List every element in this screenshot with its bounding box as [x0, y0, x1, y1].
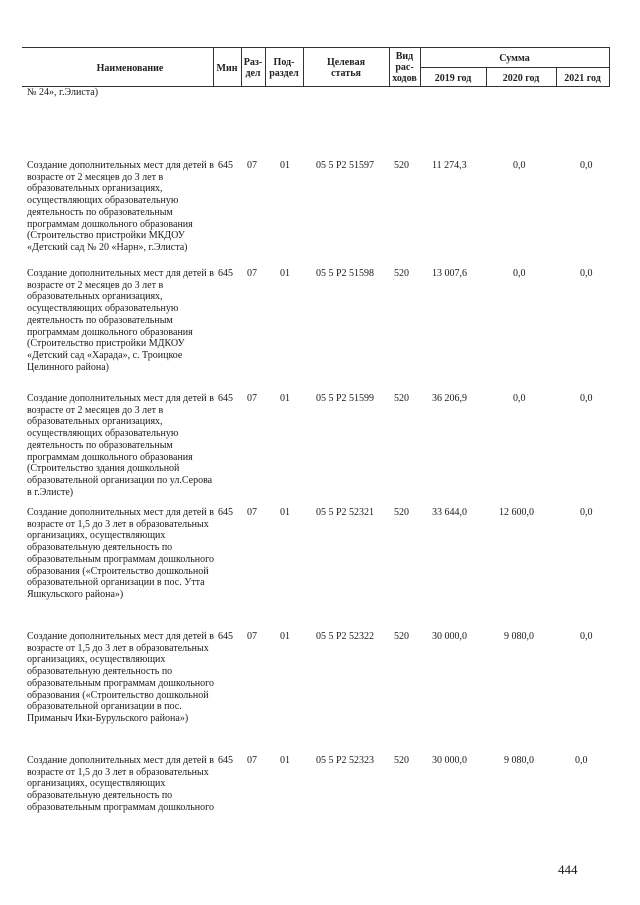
- row-vid: 520: [394, 393, 409, 404]
- header-razdel-line1: Раз-: [243, 57, 263, 68]
- row-podrazdel: 01: [280, 507, 290, 518]
- header-vid-line2: рас-: [395, 62, 414, 73]
- row-min: 645: [218, 755, 233, 766]
- row-2021: 0,0: [580, 631, 593, 642]
- row-target: 05 5 P2 52321: [316, 507, 375, 518]
- header-min: Мин: [216, 63, 238, 74]
- row-podrazdel: 01: [280, 393, 290, 404]
- row-2019: 30 000,0: [432, 631, 467, 642]
- row-2020: 0,0: [513, 393, 526, 404]
- row-vid: 520: [394, 755, 409, 766]
- header-year-2020: 2020 год: [502, 73, 540, 84]
- continuation-text: № 24», г.Элиста): [27, 87, 99, 98]
- row-min: 645: [218, 268, 233, 279]
- row-2020: 0,0: [513, 160, 526, 171]
- row-name: Создание дополнительных мест для детей в возрасте от 2 месяцев до 3 лет в образовательных организациях, осуществляющих образовательную деятельность по образовательным программам дошкольного образования (Строительство пристройки МДКОУ «Детский сад «Харада», с. Троицкое Целинного района): [27, 268, 214, 373]
- row-2020: 12 600,0: [499, 507, 534, 518]
- row-target: 05 5 P2 52323: [316, 755, 375, 766]
- header-year-2019: 2019 год: [434, 73, 472, 84]
- row-razdel: 07: [247, 268, 257, 279]
- header-top-rule: [22, 47, 610, 48]
- header-vid-line1: Вид: [395, 51, 414, 62]
- row-vid: 520: [394, 268, 409, 279]
- row-min: 645: [218, 507, 233, 518]
- row-podrazdel: 01: [280, 160, 290, 171]
- header-sum: Сумма: [499, 53, 530, 64]
- row-2020: 9 080,0: [504, 755, 534, 766]
- row-target: 05 5 P2 51599: [316, 393, 375, 404]
- col-divider: [609, 47, 610, 87]
- header-vid: [389, 51, 420, 84]
- row-2019: 30 000,0: [432, 755, 467, 766]
- row-2021: 0,0: [580, 507, 593, 518]
- row-2019: 13 007,6: [432, 268, 467, 279]
- row-vid: 520: [394, 631, 409, 642]
- row-2019: 36 206,9: [432, 393, 467, 404]
- row-vid: 520: [394, 507, 409, 518]
- header-razdel: [241, 57, 265, 79]
- row-2021: 0,0: [575, 755, 588, 766]
- header-target-line1: Целевая: [326, 57, 366, 68]
- header-name: Наименование: [96, 63, 164, 74]
- header-target-line2: статья: [331, 68, 361, 79]
- row-razdel: 07: [247, 507, 257, 518]
- row-min: 645: [218, 160, 233, 171]
- header-vid-line3: ходов: [392, 73, 417, 84]
- row-2019: 33 644,0: [432, 507, 467, 518]
- row-2021: 0,0: [580, 160, 593, 171]
- row-name: Создание дополнительных мест для детей в возрасте от 1,5 до 3 лет в образовательных организациях, осуществляющих образовательную деятельность по образовательным программам дошкольного образования («Строительство дошкольной образовательной организации в пос. Приманыч Ики-Бурульского района»): [27, 631, 214, 724]
- row-name: Создание дополнительных мест для детей в возрасте от 2 месяцев до 3 лет в образовательных организациях, осуществляющих образовательную деятельность по образовательным программам дошкольного образования (Строительство здания дошкольной образовательной организации по ул.Серова в г.Элисте): [27, 393, 214, 498]
- row-target: 05 5 P2 51597: [316, 160, 375, 171]
- row-razdel: 07: [247, 631, 257, 642]
- row-2019: 11 274,3: [432, 160, 467, 171]
- row-2020: 0,0: [513, 268, 526, 279]
- row-min: 645: [218, 393, 233, 404]
- row-razdel: 07: [247, 755, 257, 766]
- row-2021: 0,0: [580, 393, 593, 404]
- header-podrazdel-line2: раздел: [269, 68, 299, 79]
- row-podrazdel: 01: [280, 268, 290, 279]
- row-razdel: 07: [247, 160, 257, 171]
- row-vid: 520: [394, 160, 409, 171]
- header-bottom-rule: [22, 86, 610, 87]
- row-min: 645: [218, 631, 233, 642]
- row-target: 05 5 P2 51598: [316, 268, 375, 279]
- header-podrazdel: [265, 57, 303, 79]
- sum-divider-rule: [420, 67, 610, 68]
- row-2021: 0,0: [580, 268, 593, 279]
- header-year-2021: 2021 год: [564, 73, 601, 84]
- header-razdel-line2: дел: [245, 68, 261, 79]
- page-number: 444: [558, 862, 578, 877]
- row-razdel: 07: [247, 393, 257, 404]
- row-podrazdel: 01: [280, 755, 290, 766]
- row-podrazdel: 01: [280, 631, 290, 642]
- header-podrazdel-line1: Под-: [273, 57, 295, 68]
- row-name: Создание дополнительных мест для детей в возрасте от 2 месяцев до 3 лет в образовательных организациях, осуществляющих образовательную деятельность по образовательным программам дошкольного образования (Строительство пристройки МКДОУ «Детский сад № 20 «Нарн», г.Элиста): [27, 160, 214, 253]
- row-target: 05 5 P2 52322: [316, 631, 375, 642]
- row-name: Создание дополнительных мест для детей в возрасте от 1,5 до 3 лет в образовательных организациях, осуществляющих образовательную деятельность по образовательным программам дошкольного образования («Строительство дошкольной образовательной организации в пос. Утта Яшкульского района»): [27, 507, 214, 600]
- row-name: Создание дополнительных мест для детей в возрасте от 1,5 до 3 лет в образовательных организациях, осуществляющих образовательную деятельность по образовательным программам дошкольного: [27, 755, 214, 813]
- header-target: [303, 57, 389, 79]
- row-2020: 9 080,0: [504, 631, 534, 642]
